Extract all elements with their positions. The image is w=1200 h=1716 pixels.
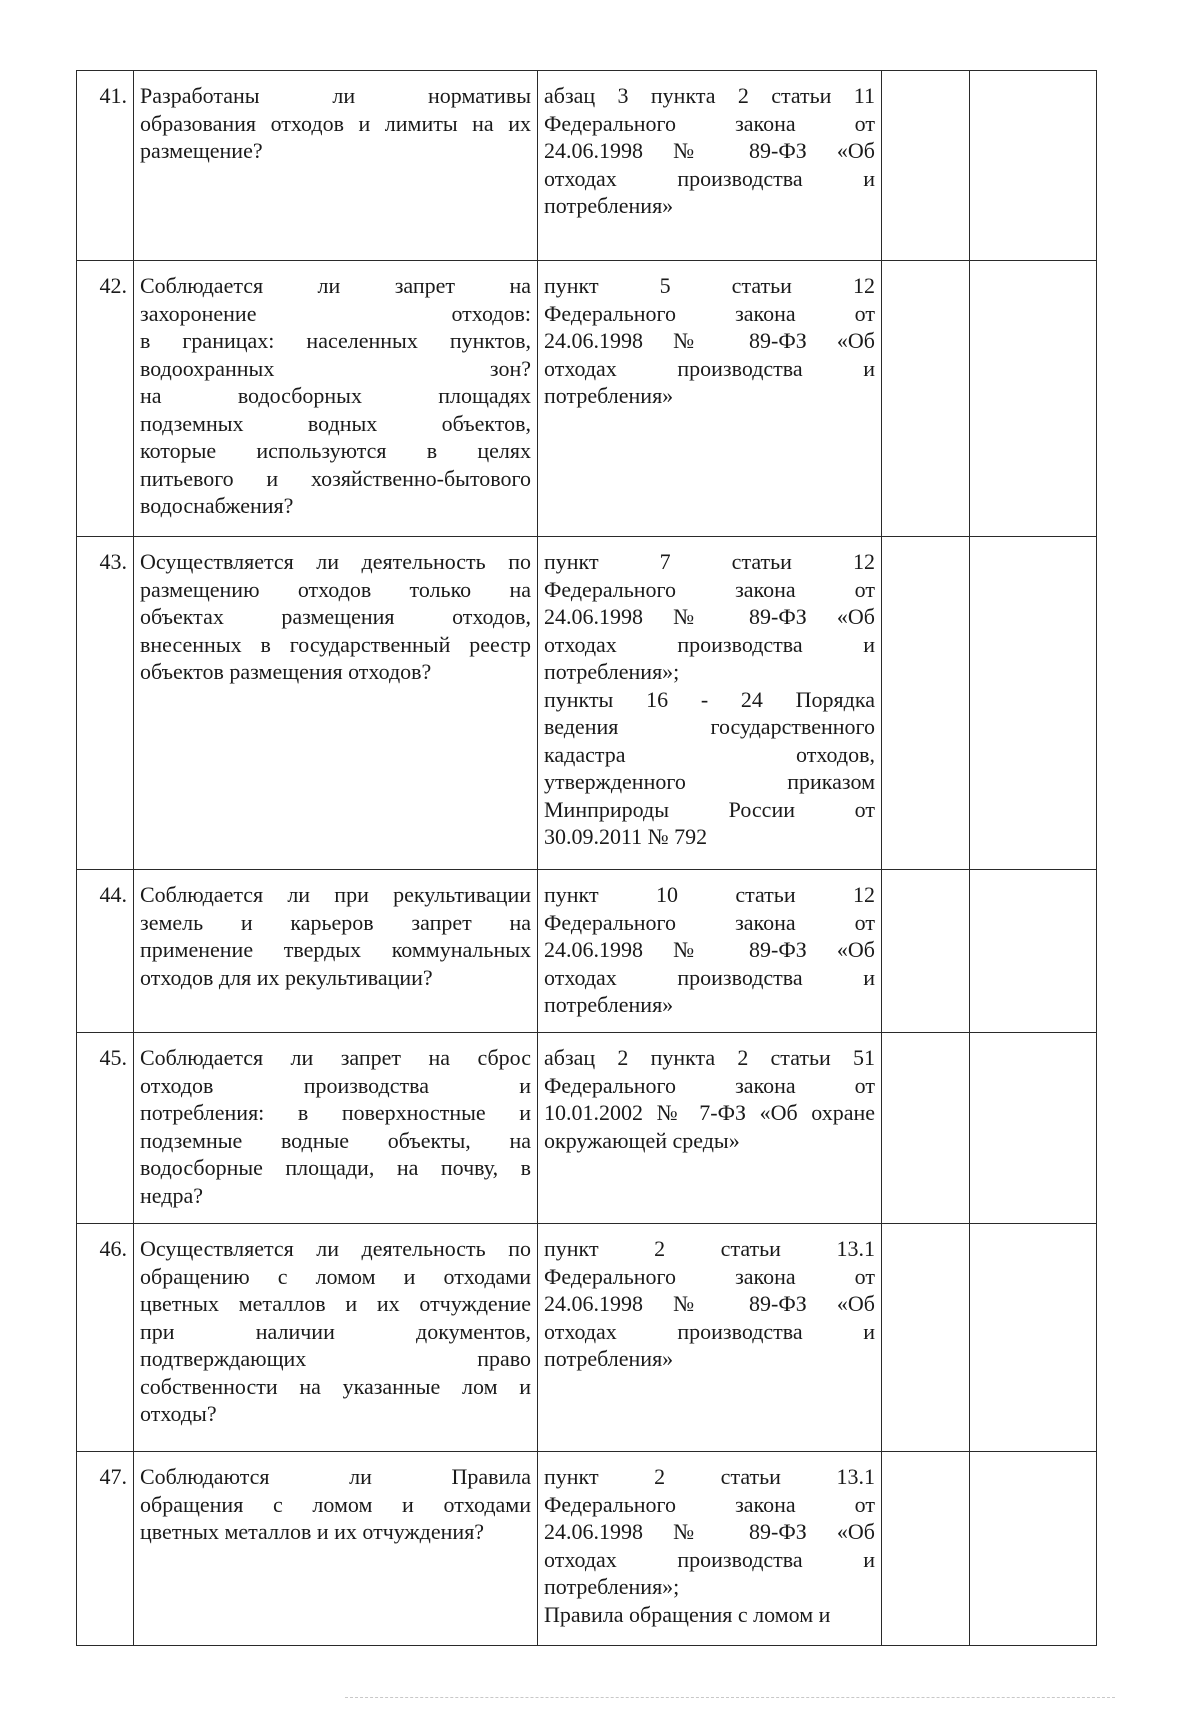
reference-line: пункт 2 статьи 13.1 <box>544 1464 875 1489</box>
row-number: 42. <box>77 261 134 537</box>
reference-line: окружающей среды» <box>544 1127 740 1153</box>
legal-reference-cell <box>538 1452 882 1646</box>
question-line: в границах: населенных пунктов, <box>140 328 531 353</box>
reference-line: ведения государственного <box>544 714 875 739</box>
note-cell[interactable] <box>970 1452 1097 1646</box>
note-cell[interactable] <box>970 1033 1097 1224</box>
question-line: обращению с ломом и отходами <box>140 1263 531 1289</box>
answer-cell[interactable] <box>882 870 970 1033</box>
question-line: Осуществляется ли деятельность по <box>140 1236 531 1261</box>
question-line: отходов производства и <box>140 1072 531 1098</box>
reference-line: абзац 2 пункта 2 статьи 51 <box>544 1045 875 1070</box>
reference-line: 24.06.1998 № 89-ФЗ «Об <box>544 604 875 629</box>
reference-line: 24.06.1998 № 89-ФЗ «Об <box>544 328 875 353</box>
question-line: обращения с ломом и отходами <box>140 1491 531 1517</box>
question-line: Соблюдаются ли Правила <box>140 1464 531 1489</box>
answer-cell[interactable] <box>882 537 970 870</box>
row-number: 47. <box>77 1452 134 1646</box>
question-cell <box>134 1033 538 1224</box>
question-line: образования отходов и лимиты на их <box>140 110 531 136</box>
reference-line: кадастра отходов, <box>544 741 875 767</box>
legal-reference-cell <box>538 870 882 1033</box>
question-line: объектов размещения отходов? <box>140 659 432 684</box>
question-line: внесенных в государственный реестр <box>140 631 531 657</box>
question-line: размещению отходов только на <box>140 576 531 602</box>
question-cell <box>134 870 538 1033</box>
question-line: объектах размещения отходов, <box>140 604 531 629</box>
reference-line: Федерального закона от <box>544 576 875 602</box>
legal-reference-cell <box>538 1033 882 1224</box>
question-line: Соблюдается ли при рекультивации <box>140 882 531 907</box>
reference-line: Минприроды России от <box>544 796 875 822</box>
legal-reference-cell <box>538 261 882 537</box>
question-line: водоохранных зон? <box>140 355 531 381</box>
reference-line: 24.06.1998 № 89-ФЗ «Об <box>544 937 875 962</box>
reference-line: Федерального закона от <box>544 110 875 136</box>
legal-reference-cell <box>538 537 882 870</box>
table-row <box>77 1452 1097 1646</box>
row-number: 41. <box>77 71 134 261</box>
question-line: размещение? <box>140 138 263 163</box>
question-line: недра? <box>140 1182 203 1208</box>
reference-line: отходах производства и <box>544 355 875 381</box>
table-row <box>77 1224 1097 1452</box>
note-cell[interactable] <box>970 71 1097 261</box>
reference-line: Федерального закона от <box>544 300 875 326</box>
note-cell[interactable] <box>970 870 1097 1033</box>
reference-line: 30.09.2011 № 792 <box>544 824 708 849</box>
reference-line: потребления» <box>544 383 674 408</box>
reference-line: потребления» <box>544 193 674 218</box>
question-line: подтверждающих право <box>140 1346 531 1371</box>
reference-line: отходах производства и <box>544 964 875 990</box>
question-cell <box>134 261 538 537</box>
question-cell <box>134 1452 538 1646</box>
checklist-table <box>76 70 1097 1646</box>
question-line: питьевого и хозяйственно-бытового <box>140 465 531 491</box>
reference-line: пункты 16 - 24 Порядка <box>544 686 875 712</box>
reference-line: 24.06.1998 № 89-ФЗ «Об <box>544 1291 875 1316</box>
answer-cell[interactable] <box>882 1224 970 1452</box>
question-line: отходы? <box>140 1401 217 1426</box>
table-row <box>77 1033 1097 1224</box>
reference-line: Правила обращения с ломом и <box>544 1601 831 1627</box>
question-line: потребления: в поверхностные и <box>140 1100 531 1125</box>
question-line: Соблюдается ли запрет на <box>140 273 531 298</box>
reference-line: отходах производства и <box>544 1546 875 1572</box>
table-row <box>77 870 1097 1033</box>
reference-line: 10.01.2002 № 7-ФЗ «Об охране <box>544 1100 875 1125</box>
table-row <box>77 537 1097 870</box>
reference-line: потребления» <box>544 1346 674 1371</box>
reference-line: Федерального закона от <box>544 1263 875 1289</box>
reference-line: абзац 3 пункта 2 статьи 11 <box>544 83 875 108</box>
reference-line: пункт 10 статьи 12 <box>544 882 875 907</box>
question-line: Разработаны ли нормативы <box>140 83 531 108</box>
page-bottom-rule <box>345 1697 1115 1698</box>
question-line: водосборные площади, на почву, в <box>140 1155 531 1180</box>
checklist-body <box>77 71 1097 1646</box>
row-number: 44. <box>77 870 134 1033</box>
reference-line: отходах производства и <box>544 165 875 191</box>
question-line: собственности на указанные лом и <box>140 1373 531 1399</box>
question-cell <box>134 71 538 261</box>
reference-line: 24.06.1998 № 89-ФЗ «Об <box>544 1519 875 1544</box>
answer-cell[interactable] <box>882 1033 970 1224</box>
answer-cell[interactable] <box>882 71 970 261</box>
row-number: 46. <box>77 1224 134 1452</box>
answer-cell[interactable] <box>882 261 970 537</box>
reference-line: утвержденного приказом <box>544 769 875 794</box>
question-line: Соблюдается ли запрет на сброс <box>140 1045 531 1070</box>
reference-line: потребления» <box>544 992 674 1017</box>
note-cell[interactable] <box>970 261 1097 537</box>
question-line: на водосборных площадях <box>140 383 531 408</box>
reference-line: пункт 7 статьи 12 <box>544 549 875 574</box>
reference-line: Федерального закона от <box>544 909 875 935</box>
reference-line: отходах производства и <box>544 631 875 657</box>
question-line: водоснабжения? <box>140 493 294 518</box>
question-line: которые используются в целях <box>140 438 531 463</box>
note-cell[interactable] <box>970 537 1097 870</box>
question-line: цветных металлов и их отчуждение <box>140 1291 531 1316</box>
table-row <box>77 261 1097 537</box>
legal-reference-cell <box>538 1224 882 1452</box>
legal-reference-cell <box>538 71 882 261</box>
question-line: цветных металлов и их отчуждения? <box>140 1519 485 1544</box>
reference-line: отходах производства и <box>544 1318 875 1344</box>
reference-line: пункт 2 статьи 13.1 <box>544 1236 875 1261</box>
reference-line: Федерального закона от <box>544 1072 875 1098</box>
question-line: захоронение отходов: <box>140 300 531 326</box>
question-line: подземные водные объекты, на <box>140 1127 531 1153</box>
question-line: применение твердых коммунальных <box>140 937 531 962</box>
question-line: земель и карьеров запрет на <box>140 909 531 935</box>
reference-line: потребления»; <box>544 659 680 684</box>
table-row <box>77 71 1097 261</box>
answer-cell[interactable] <box>882 1452 970 1646</box>
note-cell[interactable] <box>970 1224 1097 1452</box>
question-line: подземных водных объектов, <box>140 410 531 436</box>
reference-line: пункт 5 статьи 12 <box>544 273 875 298</box>
question-line: Осуществляется ли деятельность по <box>140 549 531 574</box>
row-number: 43. <box>77 537 134 870</box>
reference-line: 24.06.1998 № 89-ФЗ «Об <box>544 138 875 163</box>
question-cell <box>134 1224 538 1452</box>
question-cell <box>134 537 538 870</box>
reference-line: Федерального закона от <box>544 1491 875 1517</box>
row-number: 45. <box>77 1033 134 1224</box>
question-line: при наличии документов, <box>140 1318 531 1344</box>
question-line: отходов для их рекультивации? <box>140 964 433 990</box>
reference-line: потребления»; <box>544 1574 680 1599</box>
